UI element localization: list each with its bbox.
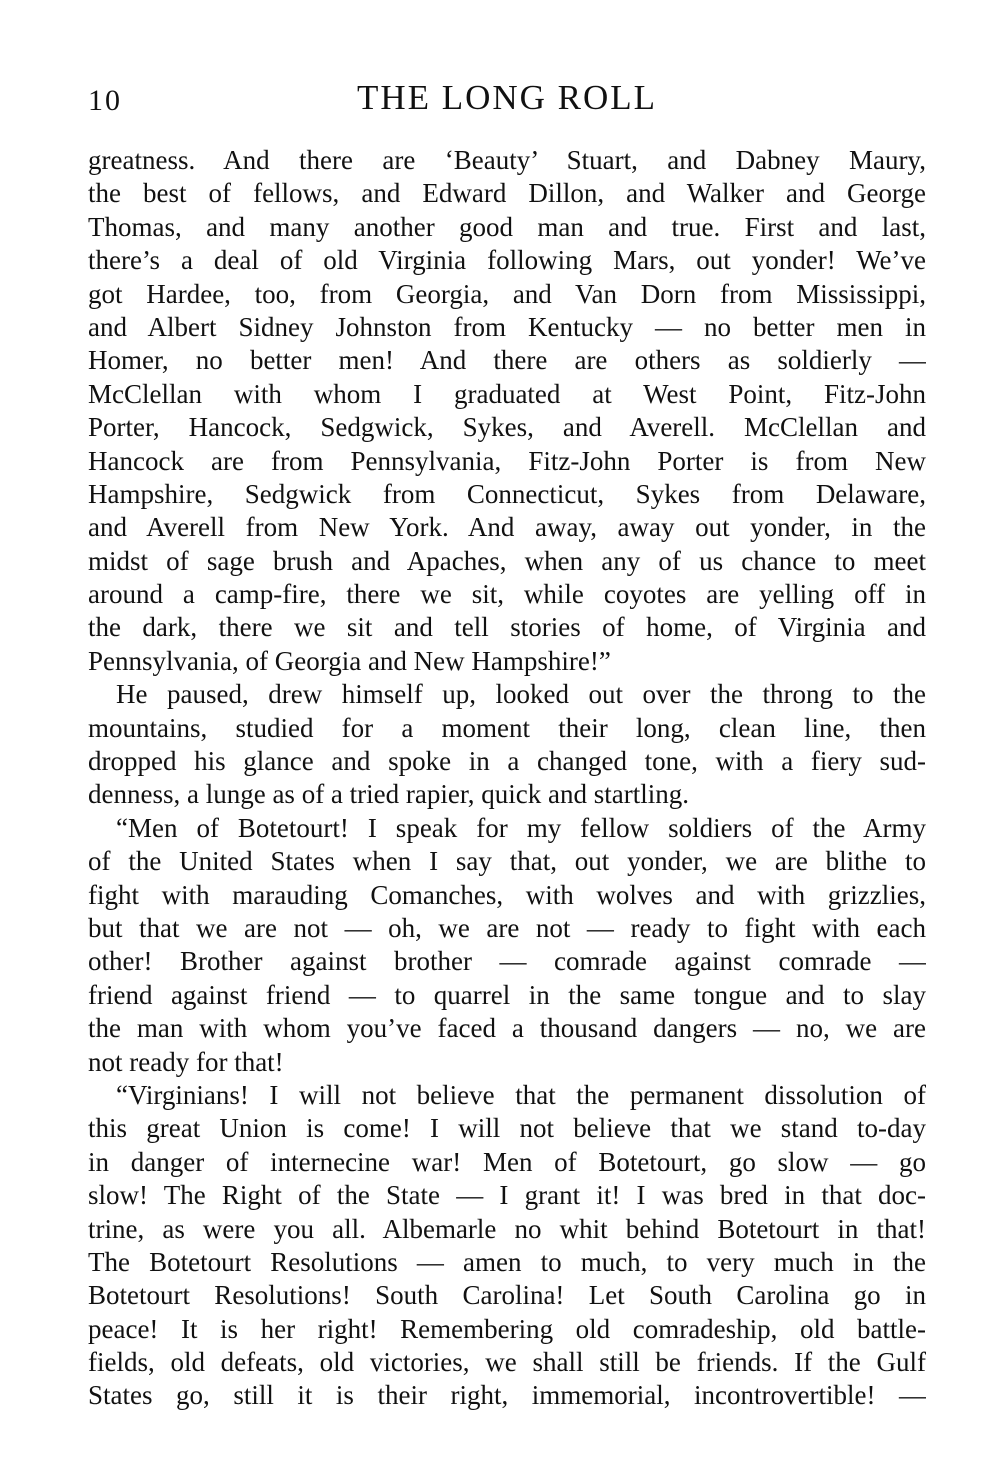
text-line: fight with marauding Comanches, with wolves and with grizzlies,: [88, 879, 926, 910]
text-line: and Albert Sidney Johnston from Kentucky — no better men in: [88, 311, 926, 342]
text-line: but that we are not — oh, we are not — ready to fight with each: [88, 912, 926, 943]
text-line: mountains, studied for a moment their long, clean line, then: [88, 712, 926, 743]
text-line: this great Union is come! I will not believe that we stand to-day: [88, 1113, 926, 1144]
text-line: of the United States when I say that, out yonder, we are blithe to: [88, 846, 926, 877]
text-line: there’s a deal of old Virginia following Mars, out yonder! We’ve: [88, 245, 926, 276]
text-line: Porter, Hancock, Sedgwick, Sykes, and Averell. McClellan and: [88, 412, 926, 443]
text-line: Pennsylvania, of Georgia and New Hampshire!”: [88, 645, 611, 676]
text-line: other! Brother against brother — comrade against comrade —: [88, 946, 926, 977]
paragraph: [88, 812, 926, 1079]
text-line: got Hardee, too, from Georgia, and Van Dorn from Mississippi,: [88, 278, 926, 309]
text-line: Hampshire, Sedgwick from Connecticut, Sykes from Delaware,: [88, 478, 926, 509]
text-line: fields, old defeats, old victories, we shall still be friends. If the Gulf: [88, 1347, 926, 1378]
paragraph: [88, 678, 926, 812]
text-line: peace! It is her right! Remembering old comradeship, old battle-: [88, 1313, 926, 1344]
running-title: THE LONG ROLL: [356, 78, 658, 117]
text-line: McClellan with whom I graduated at West Point, Fitz-John: [88, 378, 926, 409]
page-number: 10: [88, 84, 122, 117]
text-line: dropped his glance and spoke in a changed tone, with a fiery sud-: [88, 746, 926, 777]
text-line: Homer, no better men! And there are others as soldierly —: [88, 345, 926, 376]
body-text: [88, 144, 926, 1413]
text-line: and Averell from New York. And away, away out yonder, in the: [88, 512, 926, 543]
text-line: Botetourt Resolutions! South Carolina! Let South Carolina go in: [88, 1280, 926, 1311]
text-line: States go, still it is their right, immemorial, incontrovertible! —: [88, 1380, 926, 1411]
paragraph: [88, 144, 926, 678]
text-line: greatness. And there are ‘Beauty’ Stuart, and Dabney Maury,: [88, 145, 926, 175]
text-line: denness, a lunge as of a tried rapier, quick and startling.: [88, 779, 689, 810]
text-line: friend against friend — to quarrel in the same tongue and to slay: [88, 979, 926, 1010]
text-line: around a camp-fire, there we sit, while coyotes are yelling off in: [88, 579, 926, 610]
text-line: the best of fellows, and Edward Dillon, and Walker and George: [88, 178, 926, 209]
text-line: The Botetourt Resolutions — amen to much, to very much in the: [88, 1246, 926, 1277]
text-line: Hancock are from Pennsylvania, Fitz-John Porter is from New: [88, 445, 926, 476]
text-line: not ready for that!: [88, 1046, 284, 1077]
text-line: Thomas, and many another good man and true. First and last,: [88, 211, 926, 242]
text-line: “Virginians! I will not believe that the permanent dissolution of: [116, 1079, 926, 1110]
text-line: in danger of internecine war! Men of Botetourt, go slow — go: [88, 1146, 926, 1177]
text-line: the dark, there we sit and tell stories of home, of Virginia and: [88, 612, 926, 643]
page-header: [88, 78, 926, 128]
text-line: “Men of Botetourt! I speak for my fellow soldiers of the Army: [116, 812, 926, 843]
text-line: trine, as were you all. Albemarle no whit behind Botetourt in that!: [88, 1213, 926, 1244]
paragraph: [88, 1079, 926, 1413]
text-line: He paused, drew himself up, looked out over the throng to the: [116, 679, 926, 710]
text-line: midst of sage brush and Apaches, when any of us chance to meet: [88, 545, 926, 576]
text-line: the man with whom you’ve faced a thousand dangers — no, we are: [88, 1013, 926, 1044]
text-line: slow! The Right of the State — I grant it! I was bred in that doc-: [88, 1180, 926, 1211]
